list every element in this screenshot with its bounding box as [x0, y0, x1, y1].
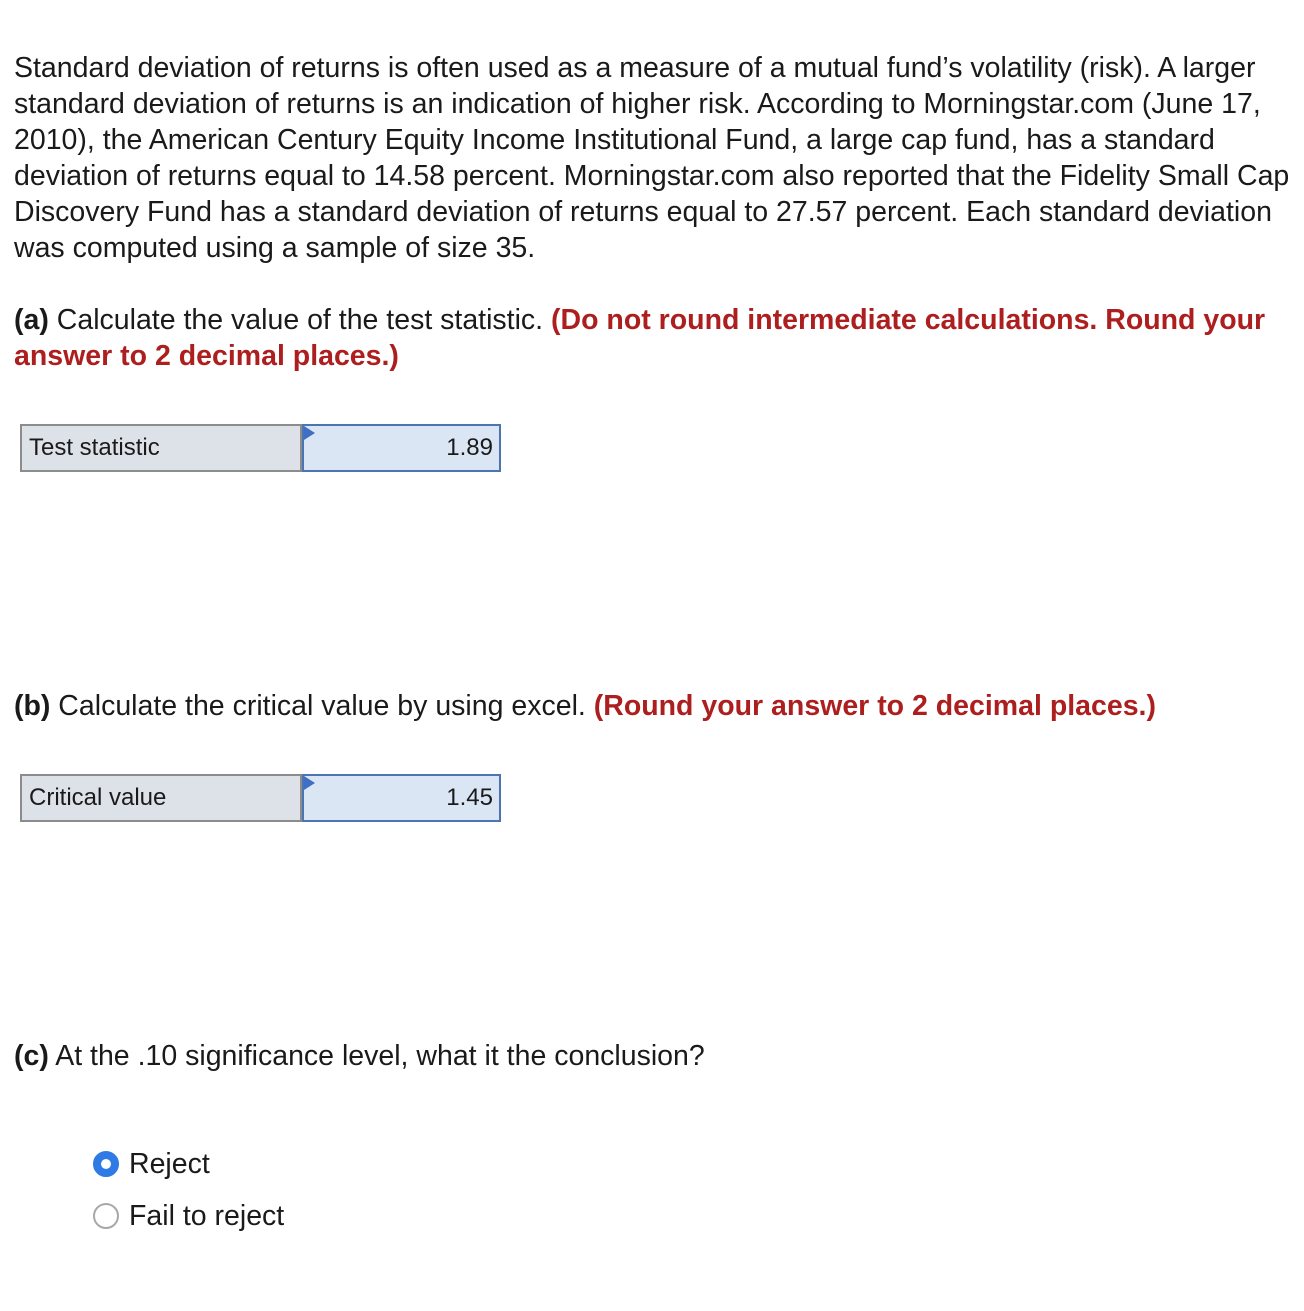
test-statistic-cell[interactable]: [302, 424, 501, 472]
radio-fail-to-reject[interactable]: [93, 1203, 119, 1229]
test-statistic-input[interactable]: [304, 426, 499, 470]
radio-reject[interactable]: [93, 1151, 119, 1177]
test-statistic-row: [20, 424, 501, 472]
flag-marker-icon: [304, 426, 315, 440]
question-c: [14, 1038, 1299, 1074]
conclusion-options: [93, 1138, 284, 1242]
option-reject-label: Reject: [129, 1147, 210, 1180]
critical-value-row: [20, 774, 501, 822]
question-c-label: (c): [14, 1040, 49, 1072]
question-b-text: Calculate the critical value by using excel.: [50, 690, 594, 722]
question-c-text: At the .10 significance level, what it the conclusion?: [48, 1040, 705, 1072]
question-a-text: Calculate the value of the test statistic.: [48, 304, 552, 336]
question-b-instruction: (Round your answer to 2 decimal places.): [593, 690, 1156, 722]
question-b-label: (b): [14, 690, 51, 722]
critical-value-input[interactable]: [304, 776, 499, 820]
option-reject[interactable]: [93, 1138, 284, 1190]
question-a-instruction: (Do not round intermediate calculations. Round your answer to 2 decimal places.): [14, 304, 1266, 372]
question-a-label: (a): [14, 304, 49, 336]
option-fail-to-reject-label: Fail to reject: [129, 1199, 285, 1232]
critical-value-label: Critical value: [22, 776, 302, 820]
flag-marker-icon: [304, 776, 315, 790]
question-a: [14, 302, 1299, 374]
critical-value-cell[interactable]: [302, 774, 501, 822]
problem-intro: Standard deviation of returns is often used as a measure of a mutual fund’s volatility (risk). A larger standard deviation of returns is an indication of higher risk. According to Morningstar.com (June 17, 2010), the American Century Equity Income Institutional Fund, a large cap fund, has a standard deviation of returns equal to 14.58 percent. Morningstar.com also reported that the Fidelity Small Cap Discovery Fund has a standard deviation of returns equal to 27.57 percent. Each standard deviation was computed using a sample of size 35.: [14, 52, 1290, 264]
option-fail-to-reject[interactable]: [93, 1190, 284, 1242]
test-statistic-label: Test statistic: [22, 426, 302, 470]
question-b: [14, 688, 1299, 724]
